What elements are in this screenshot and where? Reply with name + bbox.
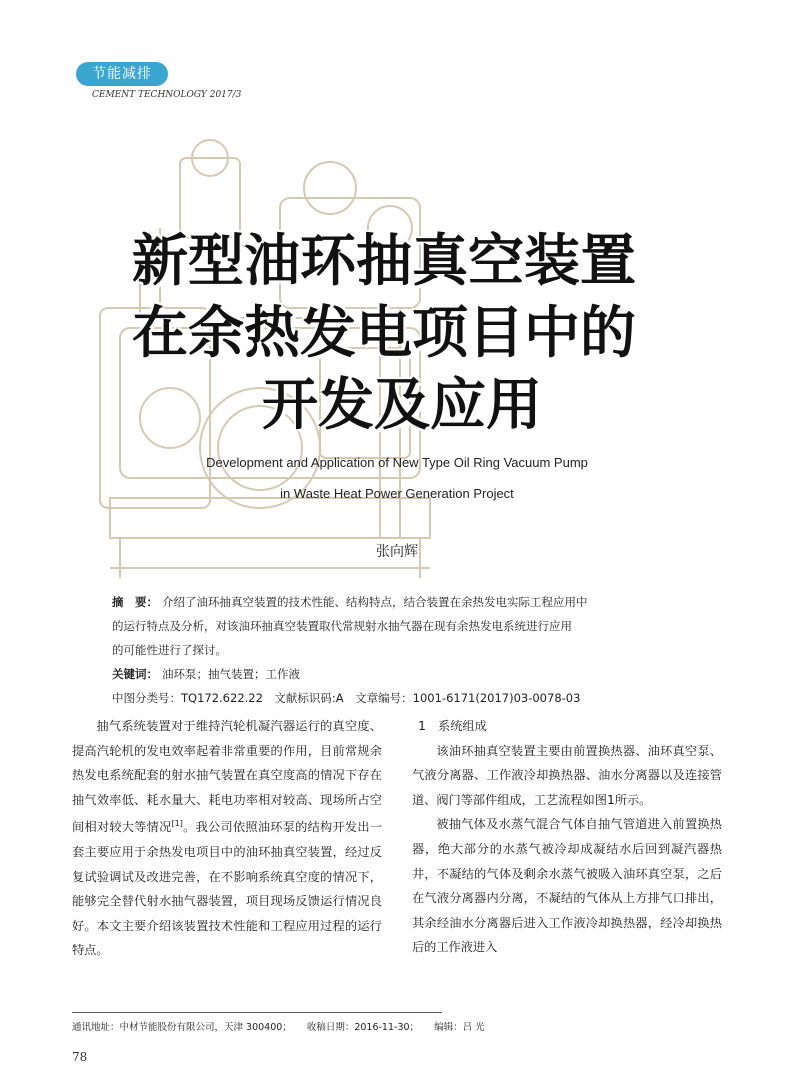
intro-paragraph-cont: 。我公司依照油环泵的结构开发出一套主要应用于余热发电项目中的油环抽真空装置，经过反复试验调试及改进完善，在不影响系统真空度的情况下，能够完全替代射水抽气器装置，项目现场反馈运行情况良好。本文主要介绍该装置技术性能和工程应用过程的运行特点。 <box>72 820 383 958</box>
footnote <box>72 1019 732 1033</box>
keywords-label: 关键词： <box>112 667 158 681</box>
english-title-line-1: Development and Application of New Type Oil Ring Vacuum Pump <box>206 455 588 470</box>
intro-paragraph: 抽气系统装置对于维持汽轮机凝汽器运行的真空度、提高汽轮机的发电效率起着非常重要的作用，目前常规余热发电系统配套的射水抽气装置在真空度高的情况下存在抽气效率低、耗水量大、耗电功率相对较高、现场所占空间相对较大等情况 <box>72 719 382 835</box>
footnote-address: 通讯地址：中材节能股份有限公司，天津 300400； <box>72 1022 292 1033</box>
title-line-3: 开发及应用 <box>262 373 542 438</box>
abstract-label: 摘 要： <box>112 595 158 609</box>
abstract-line-2: 的运行特点及分析，对该油环抽真空装置取代常规射水抽气器在现有余热发电系统进行应用 <box>112 619 572 633</box>
title-line-1: 新型油环抽真空装置 <box>132 229 636 294</box>
abstract-block <box>112 590 684 710</box>
section-heading: 1 系统组成 <box>418 719 487 733</box>
section-badge: 节能减排 <box>76 62 168 86</box>
author-name: 张向辉 <box>376 544 418 560</box>
right-column <box>412 714 722 960</box>
footnote-received: 收稿日期：2016-11-30； <box>306 1022 420 1033</box>
english-title-line-2: in Waste Heat Power Generation Project <box>280 486 514 501</box>
article-title <box>110 226 710 442</box>
footnote-rule <box>72 1012 442 1013</box>
reference-mark: [1] <box>171 819 183 829</box>
title-line-2: 在余热发电项目中的 <box>132 301 636 366</box>
page-number: 78 <box>72 1050 88 1064</box>
system-paragraph-2: 被抽气体及水蒸气混合气体自抽气管道进入前置换热器，绝大部分的水蒸气被冷却成凝结水后回到凝汽器热井，不凝结的气体及剩余水蒸气被吸入油环真空泵，之后在气液分离器内分离，不凝结的气体从上方排气口排出，其余经油水分离器后进入工作液冷却换热器，经冷却换热后的工作液进入 <box>412 817 722 955</box>
abstract-line-1: 介绍了油环抽真空装置的技术性能、结构特点，结合装置在余热发电实际工程应用中 <box>162 595 588 609</box>
footnote-editor: 编辑：吕 光 <box>434 1022 485 1033</box>
system-paragraph-1: 该油环抽真空装置主要由前置换热器、油环真空泵、气液分离器、工作液冷却换热器、油水分离器以及连接管道、阀门等部件组成，工艺流程如图1所示。 <box>412 743 722 807</box>
keywords: 油环泵；抽气装置；工作液 <box>162 667 300 681</box>
abstract-line-3: 的可能性进行了探讨。 <box>112 643 227 657</box>
classification-line: 中图分类号：TQ172.622.22 文献标识码:A 文章编号：1001-6171(2017)03-0078-03 <box>112 691 581 705</box>
journal-name: CEMENT TECHNOLOGY 2017/3 <box>92 90 242 100</box>
left-column <box>72 714 382 963</box>
